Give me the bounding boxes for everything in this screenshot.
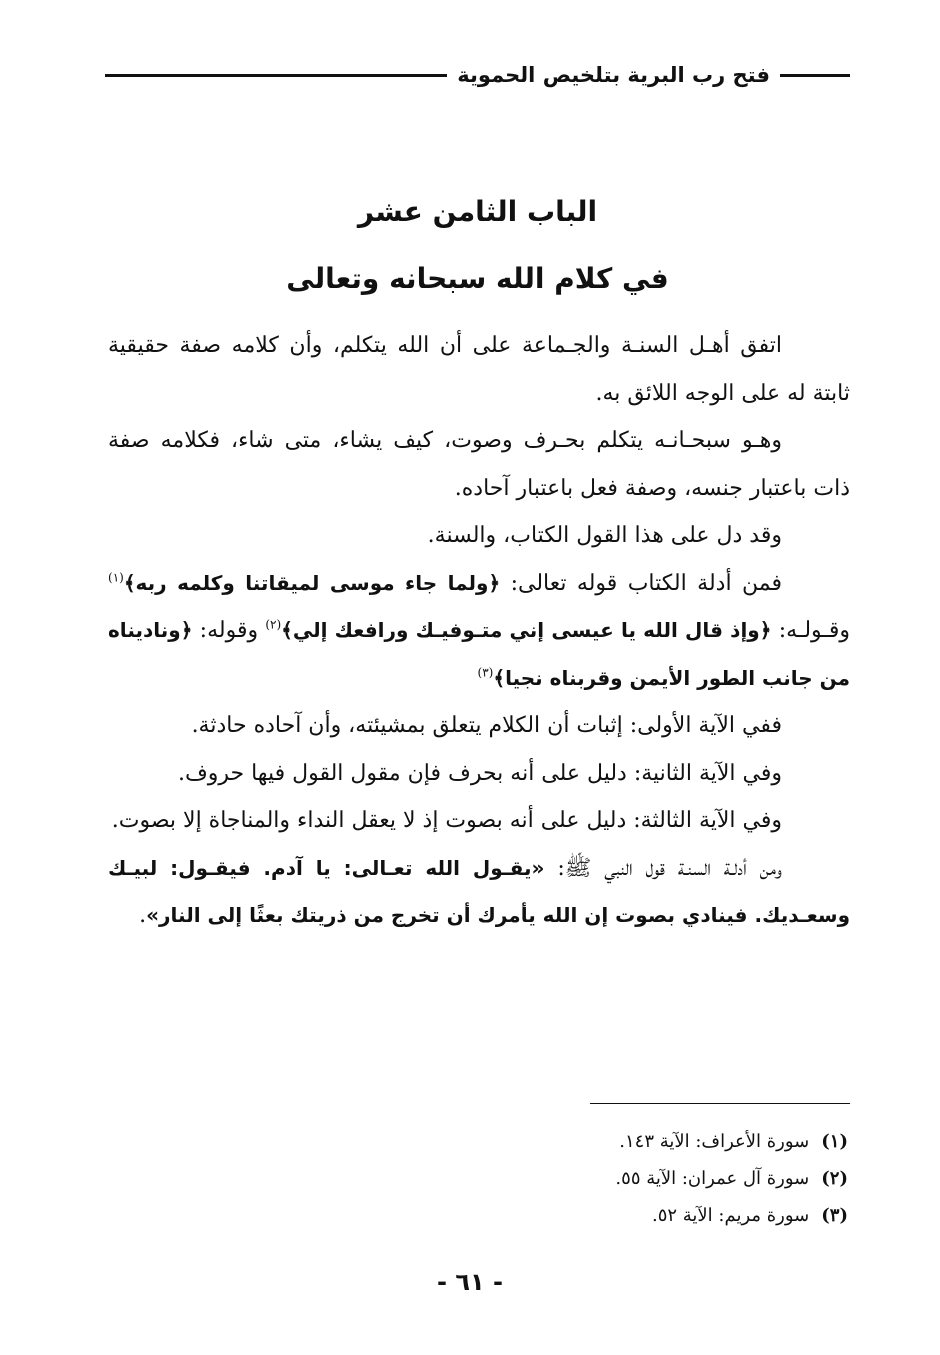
page-number: - ٦١ - [437,1268,503,1296]
paragraph-6: وفي الآية الثانية: دليل على أنه بحرف فإن مقول القول فيها حروف. [177,760,782,786]
footnote-number: (١) [821,1131,848,1152]
footnote-ref-3: (٣) [477,665,494,680]
footnote-2 [348,1160,848,1197]
footnote-text: سورة مريم: الآية ٥٢. [651,1205,810,1226]
paragraph-8 [108,845,850,940]
quran-verse-2: ﴿وإذ قال الله يا عيسى إني متـوفيـك ورافعك إلي﴾ [281,618,772,642]
footnote-separator [590,1103,850,1104]
paragraph-7: وفي الآية الثالثة: دليل على أنه بصوت إذ لا يعقل النداء والمناجاة إلا بصوت. [111,808,782,833]
header-rule-left [105,74,447,77]
footnote-number: (٣) [821,1205,848,1226]
header-title: فتح رب البرية بتلخيص الحموية [457,63,770,87]
paragraph-5: ففي الآية الأولى: إثبات أن الكلام يتعلق بمشيئته، وأن آحاده حادثة. [191,713,782,738]
footnote-text: سورة آل عمران: الآية ٥٥. [615,1168,810,1189]
p4-intro: فمن أدلة الكتاب قوله تعالى: [500,570,782,596]
footnote-ref-1: (١) [108,570,124,585]
footnotes [348,1123,848,1234]
quran-verse-1: ﴿ولما جاء موسى لميقاتنا وكلمه ربه﴾ [123,570,501,595]
paragraph-4 [108,560,850,703]
footnote-3 [348,1197,848,1234]
running-header [105,55,850,95]
footnote-number: (٢) [821,1168,848,1189]
paragraph-2: وهـو سبحـانـه يتكلم بحـرف وصوت، كيف يشاء، متى شاء، فكلامه صفة ذات باعتبار جنسه، وصفة فعل باعتبار آحاده. [108,428,850,501]
chapter-title: في كلام الله سبحانه وتعالى [286,262,669,295]
footnote-1 [348,1123,848,1160]
p4-mid: وقـولـه: [771,618,851,643]
main-text [108,322,850,940]
hadith-text: «يقـول الله تعـالى: يا آدم. فيقـول: لبيـك وسعـديك. فينادي بصوت إن الله يأمرك أن تخرج من ذريتك بعثًا إلى النار» [108,855,850,927]
footnote-ref-2: (٢) [265,617,282,632]
p8-intro: ومن أدلـة السنـة قول النبي ﷺ: [544,855,782,881]
p4-mid2: وقوله: [192,618,266,643]
paragraph-1: اتفق أهـل السنـة والجـماعة على أن الله يتكلم، وأن كلامه صفة حقيقية ثابتة له على الوجه اللائق به. [108,333,850,406]
p8-end: . [139,903,147,928]
footnote-text: سورة الأعراف: الآية ١٤٣. [619,1131,810,1152]
header-rule-right [780,74,850,77]
chapter-number: الباب الثامن عشر [357,195,598,228]
quran-verse-3: ﴿وناديناه من جانب الطور الأيمن وقربناه نجيا﴾ [108,618,850,690]
paragraph-3: وقد دل على هذا القول الكتاب، والسنة. [427,523,782,548]
